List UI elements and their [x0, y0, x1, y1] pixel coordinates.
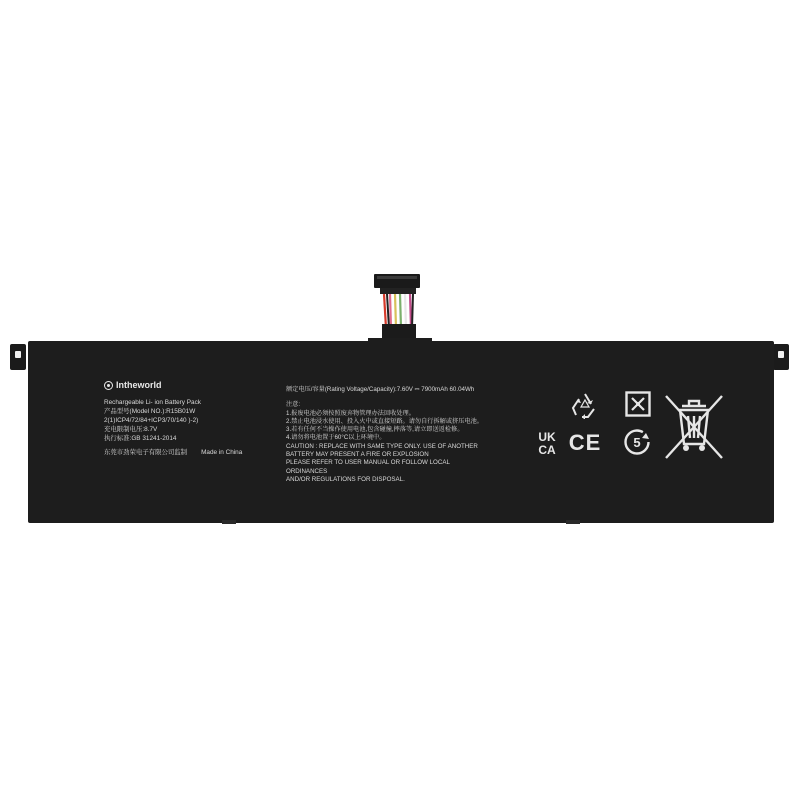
recycling-period-number: 5: [633, 435, 641, 450]
notice-line: 1.报废电池必须按照废弃物管理办法回收处理。: [286, 409, 415, 417]
recycle-icon: [570, 391, 600, 419]
notice-line: 3.若有任何不当操作使用电池,包含碰撞,摔落等,请立即送返检修。: [286, 426, 464, 434]
rating-line: 额定电压/容量(Rating Voltage/Capacity):7.60V ⎓ 7900mAh 60.04Wh: [286, 386, 475, 393]
manufacturer: 东莞市劲荣电子有限公司监制: [104, 449, 188, 456]
notice-title: 注意:: [286, 401, 301, 409]
compliance-icon: [625, 391, 651, 417]
brand-logo: [104, 381, 242, 390]
mounting-tab-left: [10, 344, 26, 370]
cell-config: 2(1)ICP4/72/84+ICP3/70/140 )-2): [104, 417, 199, 424]
brand-name: Intheworld: [116, 380, 162, 390]
ukca-mark: [534, 430, 560, 456]
caution-line: AND/OR REGULATIONS FOR DISPOSAL.: [286, 475, 405, 483]
ce-mark: [566, 429, 604, 455]
caution-line: CAUTION : REPLACE WITH SAME TYPE ONLY. USE OF ANOTHER: [286, 442, 478, 450]
notice-line: 2.禁止电池浸水使用、投入火中或直接短路。请勿自行拆解或挤压电池。: [286, 417, 483, 425]
mounting-tab-right: [773, 344, 789, 370]
caution-line: PLEASE REFER TO USER MANUAL OR FOLLOW LOCAL ORDINANCES: [286, 459, 450, 475]
brand-logo-icon: [104, 381, 113, 390]
standard: 执行标准:GB 31241-2014: [104, 435, 177, 442]
weee-bin-icon: [662, 392, 726, 462]
recycling-period-icon: [623, 428, 651, 456]
charge-voltage: 充电限制电压:8.7V: [104, 426, 158, 433]
rating-label: [286, 386, 486, 484]
battery-foot: [222, 520, 236, 524]
ukca-bottom-text: CA: [538, 443, 556, 456]
ce-text: CE: [568, 430, 602, 455]
model-number: 产品型号(Model NO.):R15B01W: [104, 408, 196, 415]
battery-foot: [566, 520, 580, 524]
caution-line: BATTERY MAY PRESENT A FIRE OR EXPLOSION: [286, 451, 429, 459]
origin: Made in China: [201, 449, 243, 456]
product-description: Rechargeable Li- ion Battery Pack: [104, 399, 201, 406]
product-info-label: [104, 381, 242, 457]
ukca-top-text: UK: [538, 430, 556, 444]
notice-line: 4.请勿将电池置于60°C以上环境中。: [286, 434, 386, 442]
